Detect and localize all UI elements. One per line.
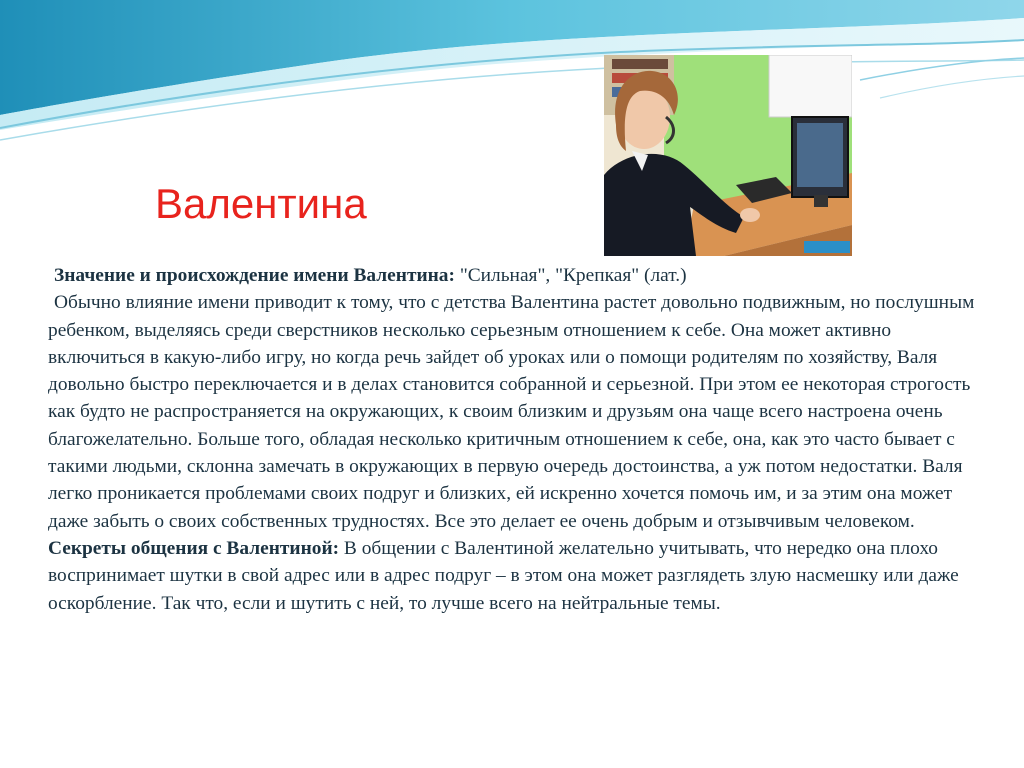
- secrets-label: Секреты общения с Валентиной:: [48, 537, 340, 559]
- meaning-text: "Сильная", "Крепкая" (лат.): [454, 265, 687, 286]
- secrets-paragraph: [48, 535, 978, 617]
- meaning-label: Значение и происхождение имени Валентина:: [54, 265, 455, 286]
- secrets-text: В общении с Валентиной желательно учитывать, что нередко она плохо воспринимает шутки в свой адрес или в адрес подруг – в этом она может разглядеть злую насмешку или даже оскорбление. Так что, если и шутить с ней, то лучше всего на нейтральные темы.: [48, 537, 959, 614]
- meaning-paragraph: [48, 262, 978, 289]
- wave-line-4: [880, 76, 1024, 98]
- influence-paragraph: [48, 289, 978, 535]
- body-text: [48, 262, 978, 617]
- photo-girl-at-computer-icon: [604, 55, 852, 256]
- slide-title: Валентина: [155, 180, 367, 227]
- influence-text: Обычно влияние имени приводит к тому, что с детства Валентина растет довольно подвижным, но послушным ребенком, выделяясь среди сверстников несколько серьезным отношением к себе. Она может активно включиться в какую-либо игру, но когда речь зайдет об уроках или о помощи родителям по хозяйству, Валя довольно быстро переключается и в делах становится собранной и серьезной. При этом ее некоторая строгость как будто не распространяется на окружающих, к своим близким и друзьям она чаще всего настроена очень благожелательно. Больше того, обладая несколько критичным отношением к себе, она, как это часто бывает с такими людьми, склонна замечать в окружающих в первую очередь достоинства, а уж потом недостатки. Валя легко проникается проблемами своих подруг и близких, ей искренно хочется помочь им, и за этим она может даже забыть о своих собственных трудностях. Все это делает ее очень добрым и отзывчивым человеком.: [48, 292, 975, 532]
